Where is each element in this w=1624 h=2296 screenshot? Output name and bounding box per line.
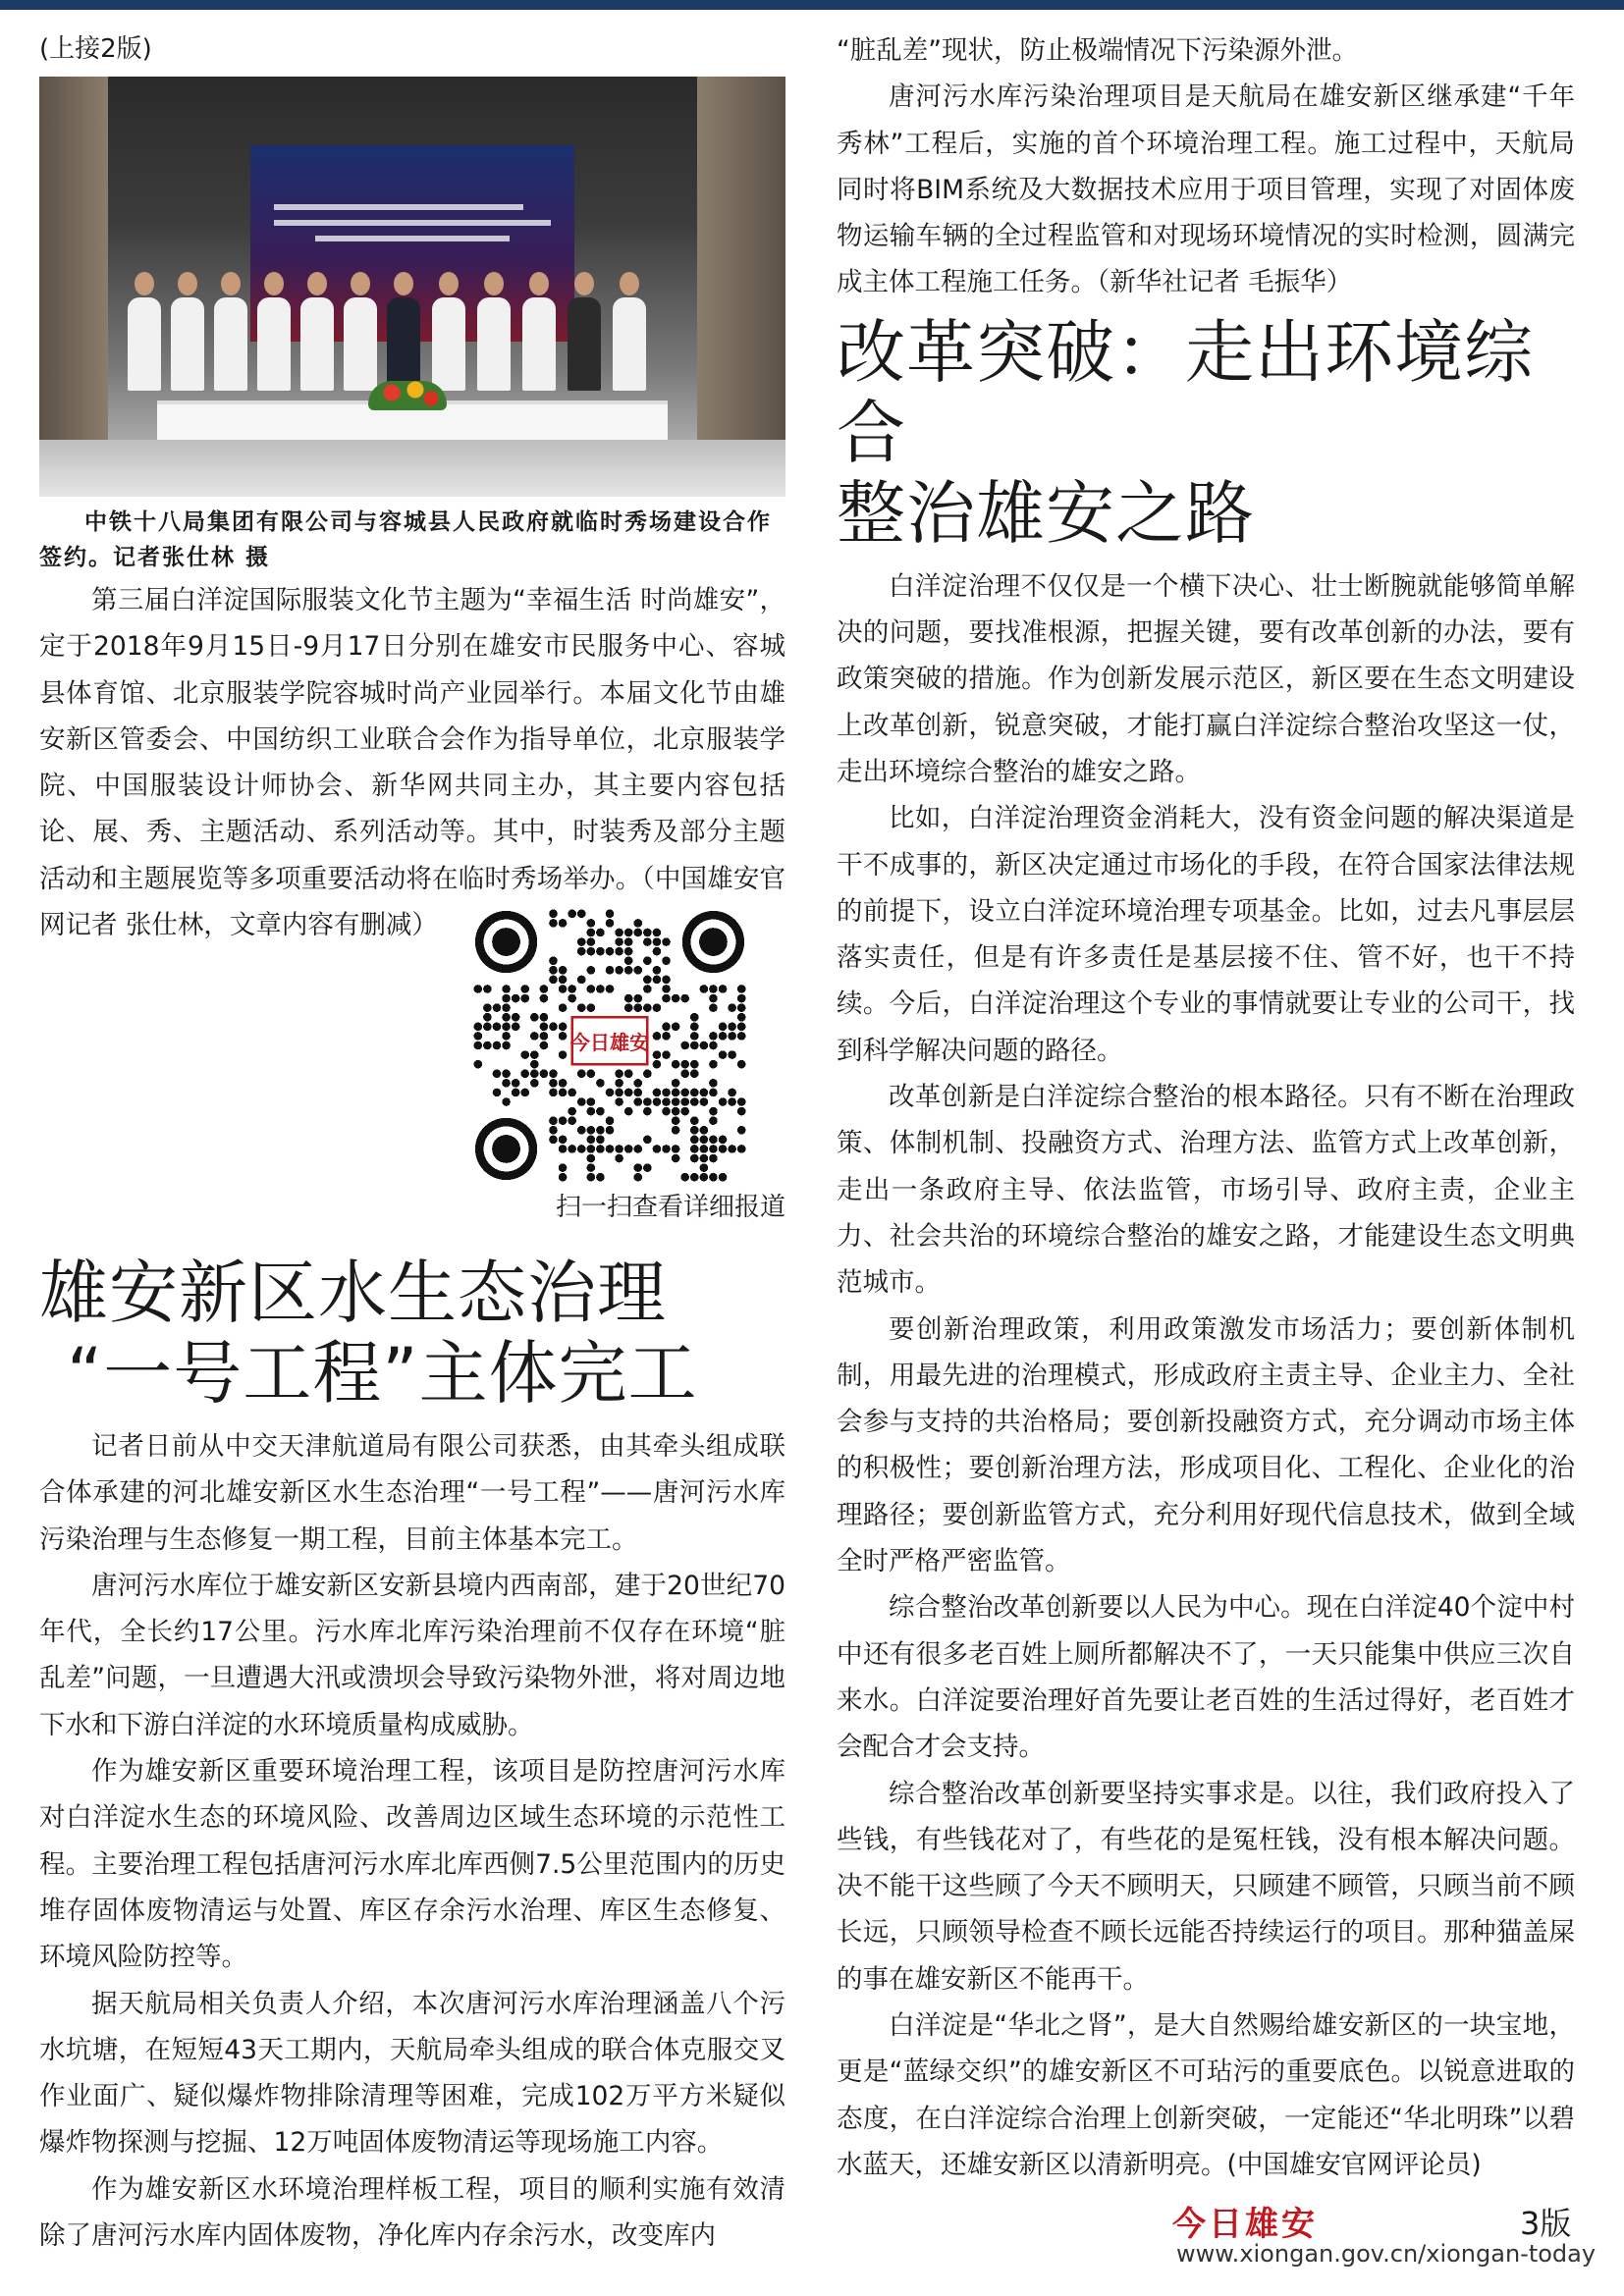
paragraph: 要创新治理政策，利用政策激发市场活力；要创新体制机制，用最先进的治理模式，形成政府主责主导、企业主力、全社会参与支持的共治格局；要创新投融资方式，充分调动市场主体的积极性；要创新治理方法，形成项目化、工程化、企业化的治理路径；要创新监管方式，充分利用好现代信息技术，做到全域全时严格严密监管。 [837,1313,1575,1577]
qr-finder-bl [475,1118,537,1180]
paragraph: 综合整治改革创新要以人民为中心。现在白洋淀40个淀中村中还有很多老百姓上厕所都解决不了，一天只能集中供应三次自来水。白洋淀要治理好首先要让老百姓的生活过得好，老百姓才会配合才会支持。 [837,1592,1575,1763]
paragraph: 据天航局相关负责人介绍，本次唐河污水库治理涵盖八个污水坑塘，在短短43天工期内，天航局牵头组成的联合体克服交叉作业面广、疑似爆炸物排除清理等困难，完成102万平方米疑似爆炸物探测与挖掘、12万吨固体废物清运等现场施工内容。 [39,1988,785,2159]
paragraph: 唐河污水库位于雄安新区安新县境内西南部，建于20世纪70年代，全长约17公里。污水库北库污染治理前不仅存在环境“脏乱差”问题，一旦遭遇大汛或溃坝会导致污染物外泄，将对周边地下水和下游白洋淀的水环境质量构成威胁。 [39,1570,785,1740]
left-column [39,27,785,948]
paragraph: 白洋淀治理不仅仅是一个横下决心、壮士断腕就能够简单解决的问题，要找准根源，把握关键，要有改革创新的办法，要有政策突破的措施。作为创新发展示范区，新区要在生态文明建设上改革创新，锐意突破，才能打赢白洋淀综合整治攻坚这一仗，走出环境综合整治的雄安之路。 [837,570,1575,787]
article2-headline-line1: 改革突破：走出环境综合 [837,311,1534,473]
paragraph: “脏乱差”现状，防止极端情况下污染源外泄。 [837,35,1358,66]
paragraph: 比如，白洋淀治理资金消耗大，没有资金问题的解决渠道是干不成事的，新区决定通过市场化的手段，在符合国家法律法规的前提下，设立白洋淀环境治理专项基金。比如，过去凡事层层落实责任，但是有许多责任是基层接不住、管不好，也干不持续。今后，白洋淀治理这个专业的事情就要让专业的公司干，找到科学解决问题的路径。 [837,803,1575,1066]
paragraph: 作为雄安新区水环境治理样板工程，项目的顺利实施有效清除了唐河污水库内固体废物，净化库内存余污水，改变库内 [39,2173,785,2252]
photo-caption: 中铁十八局集团有限公司与容城县人民政府就临时秀场建设合作签约。记者张仕林 摄 [39,508,772,570]
flower-arrangement [368,381,447,410]
paragraph: 作为雄安新区重要环境治理工程，该项目是防控唐河污水库对白洋淀水生态的环境风险、改善周边区域生态环境的示范性工程。主要治理工程包括唐河污水库北库西侧7.5公里范围内的历史堆存固体废物清运与处置、库区存余污水治理、库区生态修复、环境风险防控等。 [39,1756,785,1973]
footer-url[interactable]: www.xiongan.gov.cn/xiongan-today [1176,2240,1597,2268]
qr-finder-tl [475,911,537,973]
article1-headline [39,1253,785,1414]
qr-finder-tr [682,911,744,973]
paragraph: 第三届白洋淀国际服装文化节主题为“幸福生活 时尚雄安”，定于2018年9月15日-9月17日分别在雄安市民服务中心、容城县体育馆、北京服装学院容城时尚产业园举行。本届文化节由雄安新区管委会、中国纺织工业联合会作为指导单位，北京服装学院、中国服装设计师协会、新华网共同主办，其主要内容包括论、展、秀、主题活动、系列活动等。其中，时装秀及部分主题活动和主题展览等多项重要活动将在临时秀场举办。（中国雄安官网记者 张仕林，文章内容有删减） [39,585,785,941]
signing-ceremony-photo [39,77,785,497]
top-banner-bar [0,0,1624,10]
page-number: 3版 [1520,2205,1572,2242]
qr-caption: 扫一扫查看详细报道 [555,1193,785,1222]
article1-headline-line2: “一号工程”主体完工 [67,1333,698,1414]
article2-headline-line2: 整治雄安之路 [837,472,1255,554]
footer-logo: 今日雄安 [1172,2205,1318,2244]
article-water-ecology [39,1253,785,2259]
qr-code-block [473,909,785,1227]
paragraph: 综合整治改革创新要坚持实事求是。以往，我们政府投入了些钱，有些钱花对了，有些花的是冤枉钱，没有根本解决问题。决不能干这些顾了今天不顾明天，只顾建不顾管，只顾当前不顾长远，只顾领导检查不顾长远能否持续运行的项目。那种猫盖屎的事在雄安新区不能再干。 [837,1778,1575,1995]
article2-headline [837,312,1575,554]
qr-code[interactable] [473,909,746,1182]
people-group [128,273,717,391]
article1-headline-line1: 雄安新区水生态治理 [39,1253,667,1333]
paragraph: 白洋淀是“华北之肾”，是大自然赐给雄安新区的一块宝地，更是“蓝绿交织”的雄安新区不可玷污的重要底色。以锐意进取的态度，在白洋淀综合治理上创新突破，一定能还“华北明珠”以碧水蓝天，还雄安新区以清新明亮。(中国雄安官网评论员) [837,2009,1575,2180]
continued-note: (上接2版) [39,34,152,64]
right-column [837,27,1575,2188]
paragraph: 唐河污水库污染治理项目是天航局在雄安新区继承建“千年秀林”工程后，实施的首个环境治理工程。施工过程中，天航局同时将BIM系统及大数据技术应用于项目管理，实现了对固体废物运输车辆的全过程监管和对现场环境情况的实时检测，圆满完成主体工程施工任务。（新华社记者 毛振华） [837,81,1575,298]
paragraph: 记者日前从中交天津航道局有限公司获悉，由其牵头组成联合体承建的河北雄安新区水生态治理“一号工程”——唐河污水库污染治理与生态修复一期工程，目前主体基本完工。 [39,1431,785,1555]
qr-logo-text: 今日雄安 [569,1030,650,1054]
paragraph: 改革创新是白洋淀综合整治的根本路径。只有不断在治理政策、体制机制、投融资方式、治理方法、监管方式上改革创新，走出一条政府主导、依法监管，市场引导、政府主责，企业主力、社会共治的环境综合整治的雄安之路，才能建设生态文明典范城市。 [837,1082,1575,1299]
